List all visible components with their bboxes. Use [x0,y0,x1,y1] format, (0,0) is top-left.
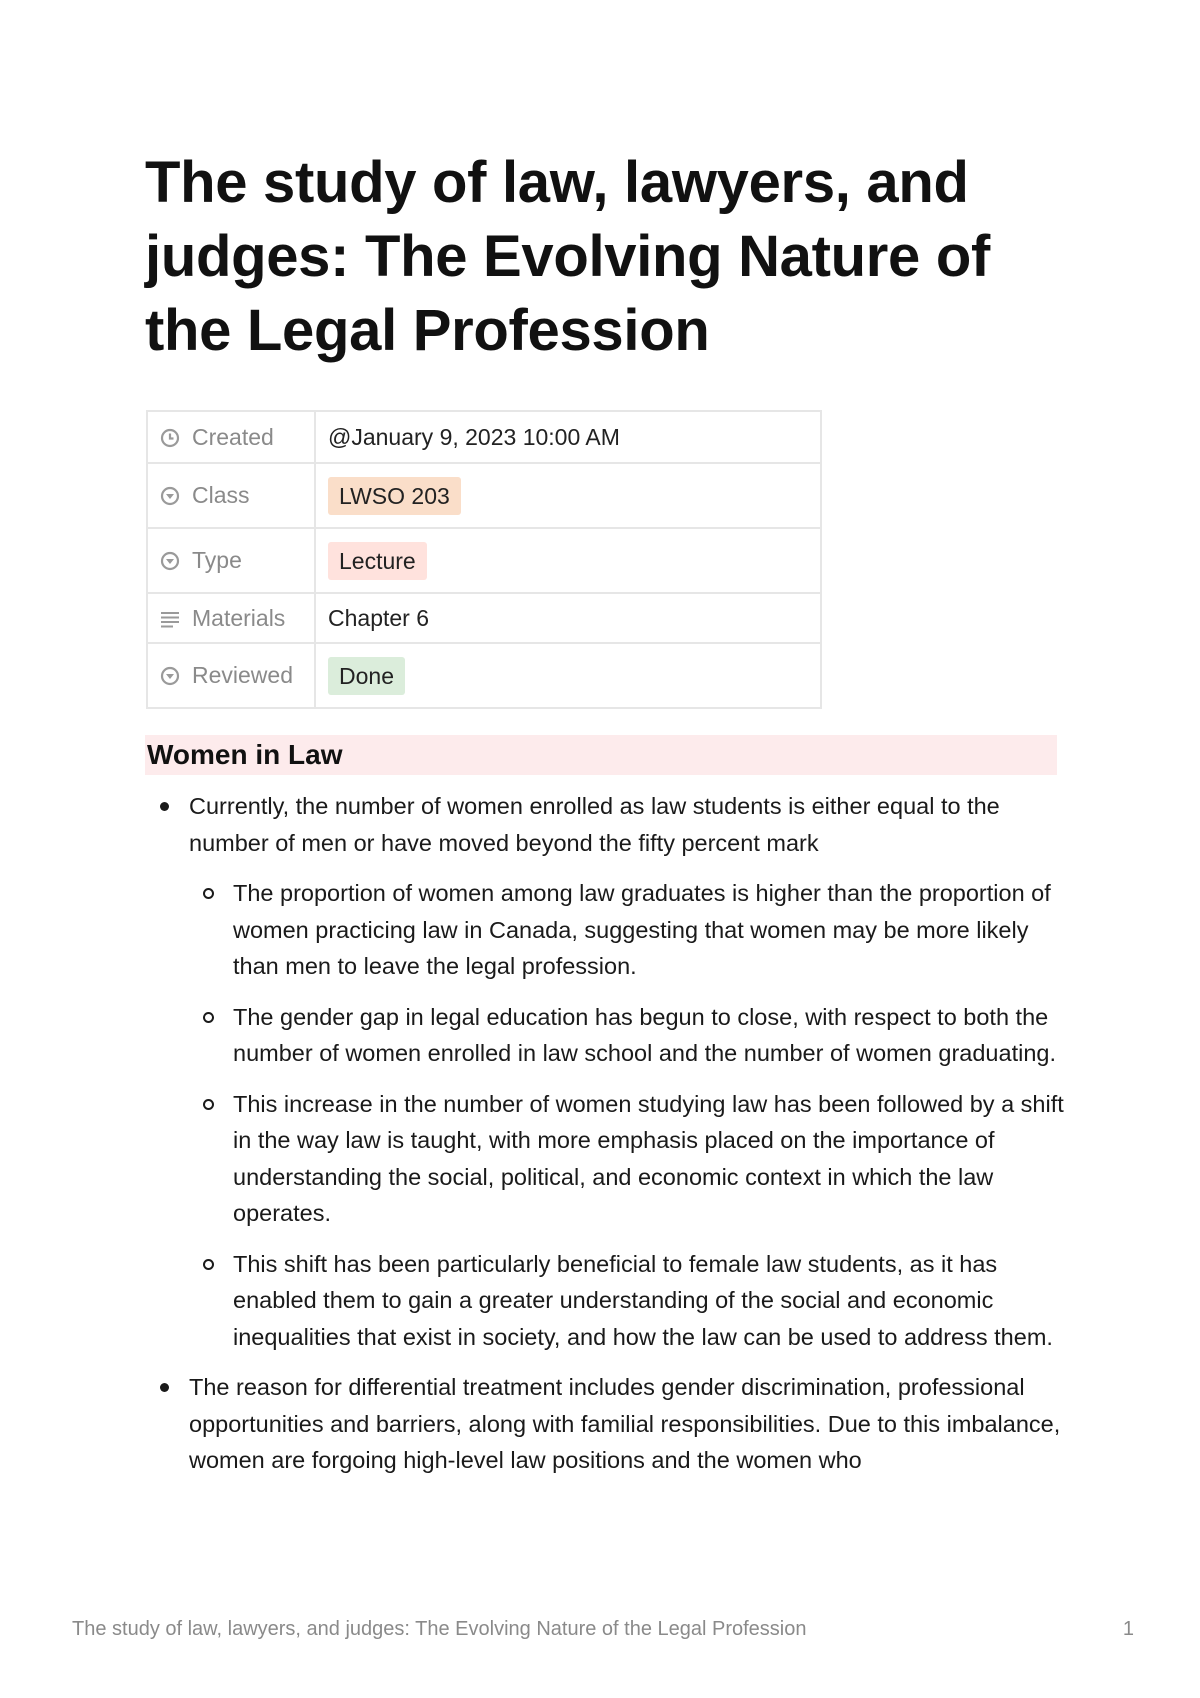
properties-table [146,410,822,709]
property-row-reviewed [147,643,821,708]
list-item [145,788,1065,1355]
select-icon [160,486,180,506]
select-icon [160,666,180,686]
nested-list-item [189,1246,1065,1356]
select-icon [160,551,180,571]
nested-bullet-list [189,875,1065,1355]
property-row-materials [147,593,821,643]
notes-body [145,788,1065,1493]
footer-title: The study of law, lawyers, and judges: The Evolving Nature of the Legal Profession [72,1618,807,1640]
list-item-text: The gender gap in legal education has begun to close, with respect to both the number of women enrolled in law school and the number of women graduating. [233,1003,1056,1066]
property-key-materials [147,593,315,643]
property-value-type[interactable] [315,528,821,593]
property-label: Type [192,547,242,573]
list-item [145,1369,1065,1479]
property-label: Reviewed [192,662,293,688]
property-label: Class [192,482,250,508]
list-item-text: Currently, the number of women enrolled as law students is either equal to the number of men or have moved beyond the fifty percent mark [189,793,1000,856]
bullet-dot-icon [160,1383,169,1392]
bullet-dot-icon [160,802,169,811]
bullet-circle-icon [203,1012,214,1023]
property-key-created [147,411,315,463]
class-tag[interactable]: LWSO 203 [328,477,461,515]
bullet-list [145,788,1065,1479]
bullet-circle-icon [203,1099,214,1110]
list-item-text: This increase in the number of women studying law has been followed by a shift in the way law is taught, with more emphasis placed on the importance of understanding the social, political, and economic context in which the law operates. [233,1090,1064,1226]
list-item-text: This shift has been particularly beneficial to female law students, as it has enabled them to gain a greater understanding of the social and economic inequalities that exist in society, and how the law can be used to address them. [233,1250,1053,1350]
page-number: 1 [1122,1618,1134,1640]
list-item-text: The proportion of women among law graduates is higher than the proportion of women practicing law in Canada, suggesting that women may be more likely than men to leave the legal profession. [233,880,1051,979]
bullet-circle-icon [203,888,214,899]
property-value-class[interactable] [315,463,821,528]
property-key-reviewed [147,643,315,708]
bullet-circle-icon [203,1259,214,1270]
property-value-created[interactable]: @January 9, 2023 10:00 AM [315,411,821,463]
text-lines-icon [160,609,180,629]
type-tag[interactable]: Lecture [328,542,427,580]
nested-list-item [189,999,1065,1072]
nested-list-item [189,1086,1065,1232]
property-key-class [147,463,315,528]
property-label: Created [192,423,274,450]
property-row-class [147,463,821,528]
property-row-type [147,528,821,593]
reviewed-tag[interactable]: Done [328,657,405,695]
property-row-created [147,411,821,463]
page-title: The study of law, lawyers, and judges: The Evolving Nature of the Legal Profession [145,150,990,363]
property-key-type [147,528,315,593]
nested-list-item [189,875,1065,985]
clock-icon [160,428,180,448]
list-item-text: The reason for differential treatment includes gender discrimination, professional opportunities and barriers, along with familial responsibilities. Due to this imbalance, women are forgoing high-level law positions and the women who [189,1374,1061,1473]
section-heading: Women in Law [145,735,1057,775]
property-value-materials[interactable]: Chapter 6 [315,593,821,643]
property-value-reviewed[interactable] [315,643,821,708]
property-label: Materials [192,604,286,631]
